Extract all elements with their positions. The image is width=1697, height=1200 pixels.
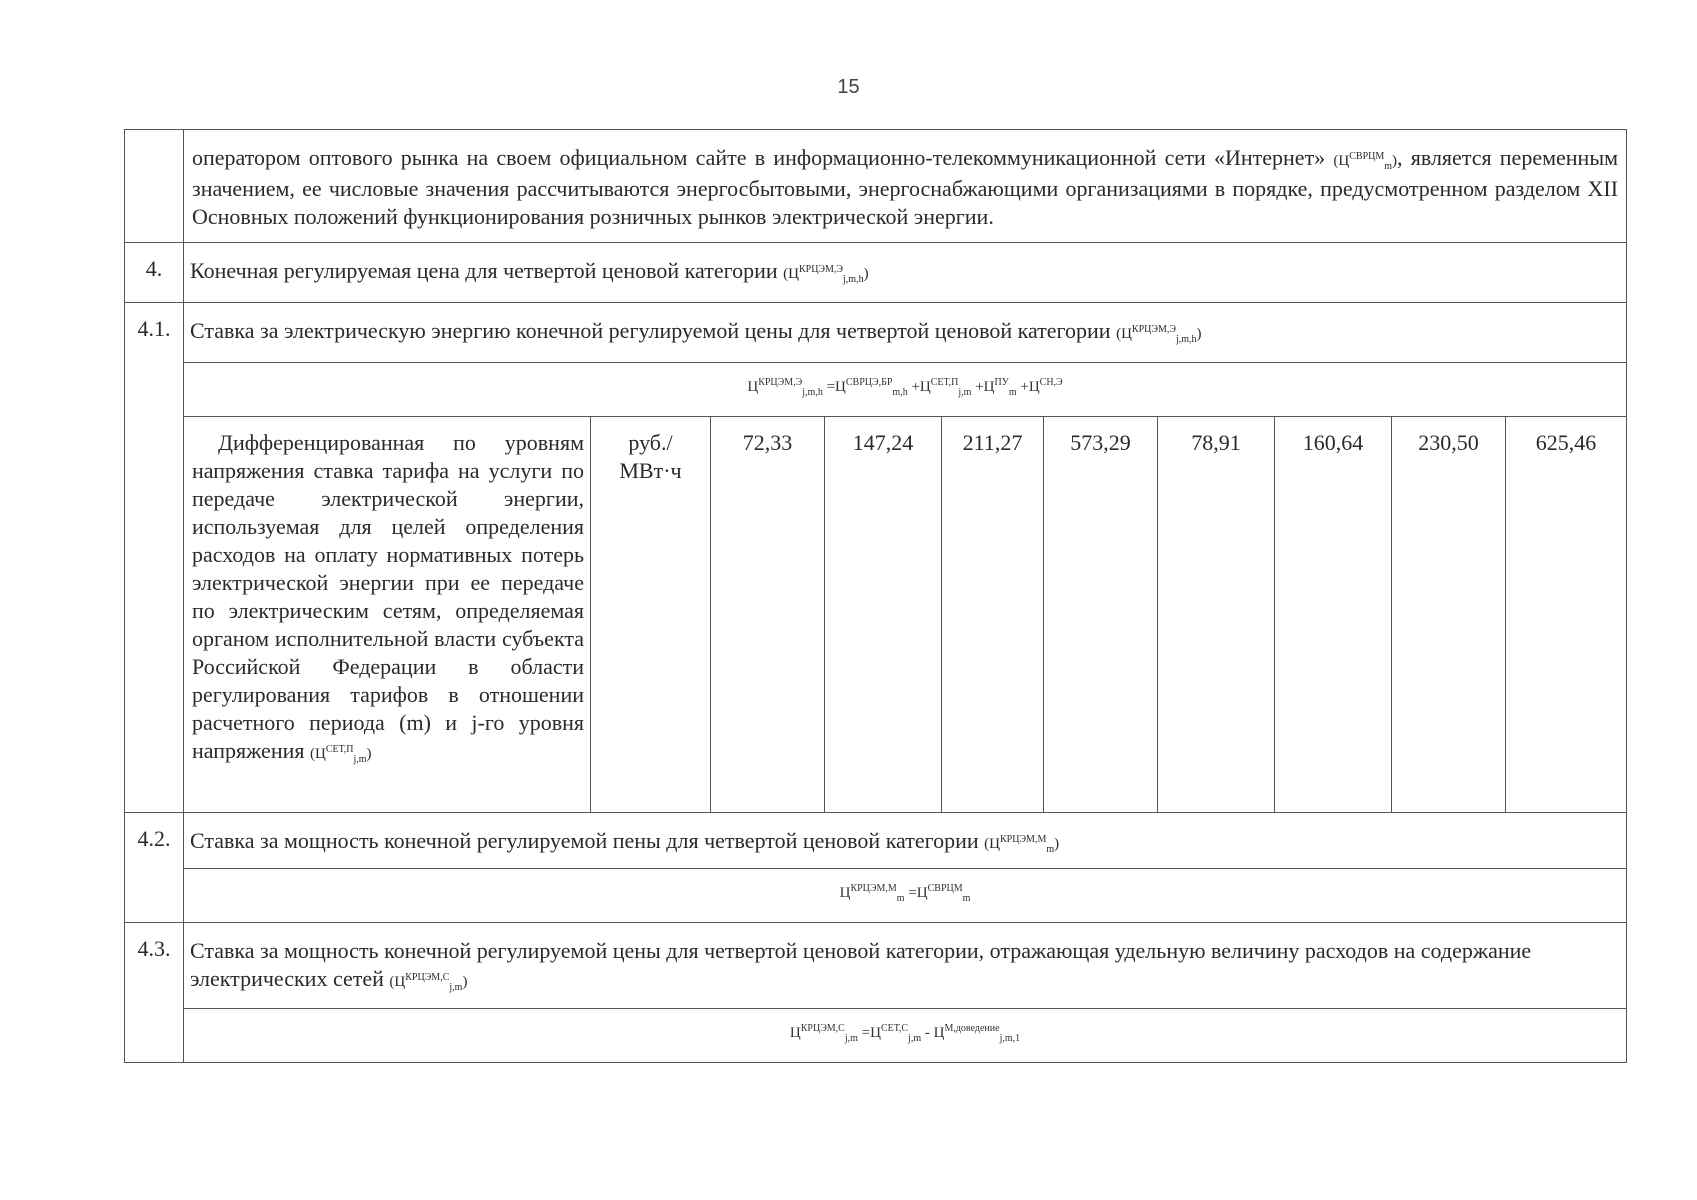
formula-4-3: $Ц^{КРЦЭМ,С}_{j,m} =Ц^{СЕТ,С}_{j,m} - Ц^{М,доведение}_{j,m,1}$ (184, 1009, 1627, 1063)
row-4-1 (125, 303, 1627, 363)
row-4-1-formula (125, 363, 1627, 417)
unit-line-1: руб./ (628, 430, 673, 455)
formula-4-2: $Ц^{КРЦЭМ,М}_m =Ц^{СВРЦМ}_m$ (184, 869, 1627, 923)
row-4-2-text: Ставка за мощность конечной регулируемой пены для четвертой ценовой категории (190, 828, 979, 853)
row-4-1-text-cell (184, 303, 1627, 363)
row-4-1-symbol: $(Ц^{КРЦЭМ,Э}_{j,m,h})$ (1116, 324, 1202, 345)
intro-text-b: , является переменным значением, ее числовые значения рассчитываются энергосбытовыми, энергоснабжающими организациями в порядке, предусмотренном разделом XII Основных положений функционирования розничных рынков электрической энергии. (192, 145, 1619, 229)
unit-line-2: МВт·ч (619, 458, 682, 483)
value-cell: 78,91 (1158, 417, 1275, 813)
row-4-1-detail (125, 417, 1627, 813)
tariff-table (124, 129, 1627, 1063)
intro-text-cell (184, 130, 1627, 243)
page-number: 15 (837, 76, 860, 98)
row-4-3-symbol: $(Ц^{КРЦЭМ,С}_{j,m})$ (389, 972, 468, 993)
row-4-2-formula (125, 869, 1627, 923)
row-4-3-formula (125, 1009, 1627, 1063)
detail-symbol: $(Ц^{СЕТ,П}_{j,m})$ (309, 744, 372, 765)
row-4-text-cell (184, 243, 1627, 303)
row-4-3-text: Ставка за мощность конечной регулируемой цены для четвертой ценовой категории, отражающая удельную величину расходов на содержание электрических сетей (190, 938, 1532, 991)
row-4-3-text-cell (184, 923, 1627, 1009)
value-cell: 72,33 (711, 417, 825, 813)
detail-description: Дифференцированная по уровням напряжения ставка тарифа на услуги по передаче электрической энергии, используемая для целей определения расходов на оплату нормативных потерь электрической энергии при ее передаче по электрическим сетям, определяемая органом исполнительной власти субъекта Российской Федерации в области регулирования тарифов в отношении расчетного периода (m) и j-го уровня напряжения (192, 430, 584, 763)
row-number: 4. (125, 243, 184, 303)
intro-text-a: оператором оптового рынка на своем официальном сайте в информационно-телекоммуникационной сети «Интернет» (192, 145, 1326, 170)
row-number: 4.1. (125, 303, 184, 813)
value-cell: 147,24 (825, 417, 942, 813)
value-cell: 625,46 (1506, 417, 1627, 813)
row-4-2-text-cell (184, 813, 1627, 869)
row-4 (125, 243, 1627, 303)
row-number: 4.3. (125, 923, 184, 1063)
value-cell: 230,50 (1392, 417, 1506, 813)
row-4-3 (125, 923, 1627, 1009)
intro-row (125, 130, 1627, 243)
value-cell: 211,27 (942, 417, 1044, 813)
value-cell: 160,64 (1275, 417, 1392, 813)
row-4-1-text: Ставка за электрическую энергию конечной регулируемой цены для четвертой ценовой категории (190, 318, 1111, 343)
row-4-2-symbol: $(Ц^{КРЦЭМ,М}_m)$ (984, 834, 1060, 855)
num-cell-empty (125, 130, 184, 243)
row-4-text: Конечная регулируемая цена для четвертой ценовой категории (190, 258, 778, 283)
row-number: 4.2. (125, 813, 184, 923)
formula-4-1: $Ц^{КРЦЭМ,Э}_{j,m,h} =Ц^{СВРЦЭ,БР}_{m,h} +Ц^{СЕТ,П}_{j,m} +Ц^{ПУ}_m +Ц^{СН,Э}$ (184, 363, 1627, 417)
value-cell: 573,29 (1044, 417, 1158, 813)
row-4-symbol: $(Ц^{КРЦЭМ,Э}_{j,m,h})$ (783, 264, 869, 285)
detail-description-cell (184, 417, 591, 813)
intro-symbol: $(Ц^{СВРЦМ}_m)$ (1333, 151, 1398, 172)
unit-cell (591, 417, 711, 813)
row-4-2 (125, 813, 1627, 869)
